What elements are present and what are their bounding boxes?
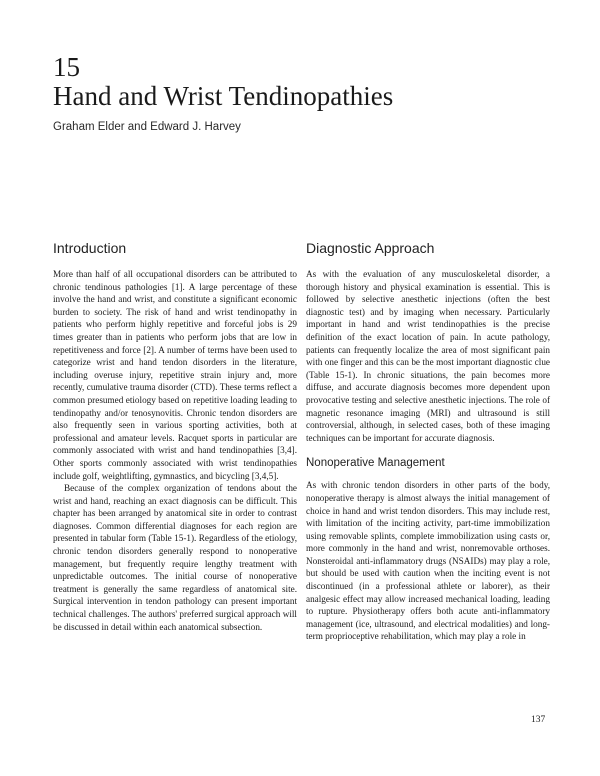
diagnostic-approach-heading: Diagnostic Approach <box>306 240 435 256</box>
nonoperative-management-paragraph: As with chronic tendon disorders in other parts of the body, nonoperative therapy is almost always the initial management of choice in hand and wrist tendon disorders. This may include rest, with limitation of the inciting activity, part-time immobilization using removable splints, complete immobilization using casts or, more commonly in the hand and wrist, nonremovable orthoses. Nonsteroidal anti-inflammatory drugs (NSAIDs) may play a role, but should be used with caution when the inciting event is not discontinued (in a professional athlete or laborer), as their analgesic effect may allow increased mechanical loading, leading to rupture. Physiotherapy offers both acute anti-inflammatory management (ice, ultrasound, and electrical modalities) and long-term proprioceptive rehabilitation, which may play a role in <box>306 480 550 642</box>
introduction-paragraph-2: Because of the complex organization of tendons about the wrist and hand, reaching an exact diagnosis can be difficult. This chapter has been arranged by anatomical site in order to contrast diagnoses. Common differential diagnoses for each region are presented in tabular form (Table 15-1). Regardless of the etiology, chronic tendon disorders generally respond to nonoperative management, but frequently require lengthy treatment with unpredictable outcomes. The initial course of nonoperative treatment is generally the same regardless of anatomical site. Surgical intervention in tendon pathology can present important technical challenges. The authors' preferred surgical approach will be discussed in detail within each anatomical subsection. <box>53 483 297 632</box>
chapter-authors: Graham Elder and Edward J. Harvey <box>53 121 241 133</box>
chapter-title: Hand and Wrist Tendinopathies <box>53 81 394 111</box>
right-column <box>306 239 550 643</box>
introduction-paragraph-1: More than half of all occupational disorders can be attributed to chronic tendinous pathologies [1]. A large percentage of these involve the hand and wrist, and constitute a significant economic burden to society. The risk of hand and wrist tendinopathy in patients who perform highly repetitive and forceful jobs is 29 times greater than in patients who perform jobs that are low in repetitiveness and force [2]. A number of terms have been used to categorize wrist and hand tendon disorders in the literature, including overuse injury, repetitive strain injury and, more recently, cumulative trauma disorder (CTD). These terms reflect a common presumed etiology based on repetitive loading leading to tendinopathy and/or tenosynovitis. Chronic tendon disorders are also frequently seen in various sporting activities, both at professional and amateur levels. Racquet sports in particular are commonly associated with wrist and hand tendinopathies [3,4]. Other sports commonly associated with wrist tendinopathies include golf, weightlifting, gymnastics, and bicycling [3,4,5]. <box>53 269 297 481</box>
left-column <box>53 239 297 633</box>
page-number: 137 <box>531 715 546 725</box>
nonoperative-management-heading: Nonoperative Management <box>306 457 445 470</box>
diagnostic-approach-paragraph: As with the evaluation of any musculoskeletal disorder, a thorough history and physical examination is essential. This is followed by selective anesthetic injections (often the best diagnostic test) and by imaging when necessary. Particularly important in hand and wrist tendinopathies is the precise definition of the exact location of pain. In acute pathology, patients can frequently localize the area of most significant pain with one finger and this can be the most important diagnostic clue (Table 15-1). In chronic situations, the pain becomes more diffuse, and accurate diagnosis becomes more dependent upon provocative testing and selective anesthetic injections. The role of magnetic resonance imaging (MRI) and ultrasound is still controversial, although, in selected cases, both of these imaging techniques can be important for accurate diagnosis. <box>306 269 550 443</box>
chapter-number: 15 <box>53 52 80 82</box>
introduction-heading: Introduction <box>53 240 127 256</box>
